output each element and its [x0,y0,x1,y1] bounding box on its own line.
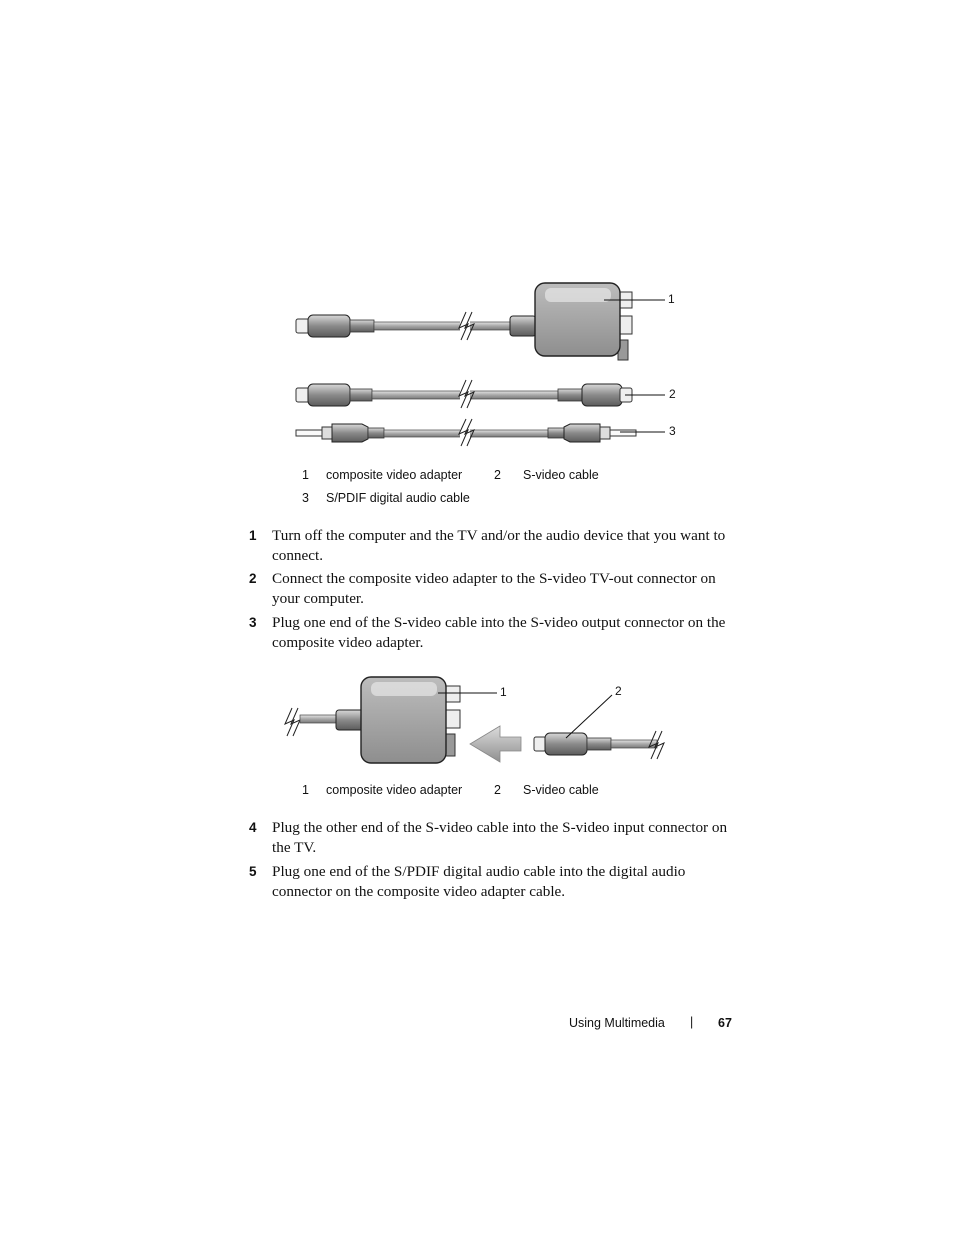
step-number: 3 [249,615,257,630]
composite-video-adapter-2 [285,677,497,763]
legend-label: S-video cable [523,468,599,482]
legend-num: 1 [302,468,309,482]
step-number: 2 [249,571,257,586]
footer-separator: | [690,1015,694,1029]
callout-2: 2 [615,684,622,698]
legend-num: 2 [494,468,501,482]
s-video-cable-2 [534,695,664,759]
legend-num: 1 [302,783,309,797]
page-number: 67 [718,1016,732,1030]
legend-label: S-video cable [523,783,599,797]
step-number: 5 [249,864,257,879]
step-text: Plug one end of the S/PDIF digital audio cable into the digital audio connector on the composite video adapter cable. [272,863,686,900]
callout-1: 1 [500,685,507,699]
step-text: Plug the other end of the S-video cable into the S-video input connector on the TV. [272,819,728,856]
legend-num: 3 [302,491,309,505]
s-video-cable-1 [296,380,665,408]
composite-video-adapter-1 [296,283,665,360]
spdif-audio-cable [296,419,665,446]
callout-3: 3 [669,424,676,438]
step-text: Turn off the computer and the TV and/or the audio device that you want to connect. [272,527,726,564]
legend-num: 2 [494,783,501,797]
step-text: Plug one end of the S-video cable into the S-video output connector on the composite video adapter. [272,614,726,651]
legend-label: composite video adapter [326,468,463,482]
step-number: 1 [249,528,257,543]
legend-label: composite video adapter [326,783,463,797]
callout-2: 2 [669,387,676,401]
step-text: Connect the composite video adapter to the S-video TV-out connector on your computer. [272,570,716,607]
footer-section-title: Using Multimedia [569,1016,665,1030]
callout-1: 1 [668,292,675,306]
step-number: 4 [249,820,257,835]
insert-direction-arrow [470,726,521,762]
legend-label: S/PDIF digital audio cable [326,491,470,505]
